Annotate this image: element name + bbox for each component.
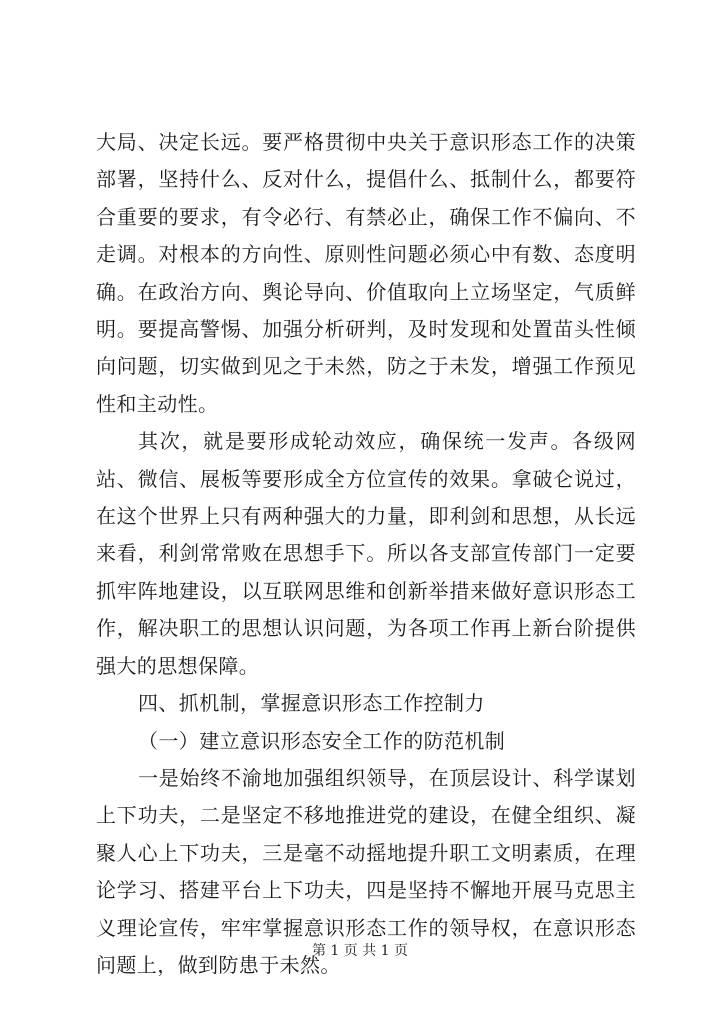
paragraph-second: 其次，就是要形成轮动效应，确保统一发声。各级网站、微信、展板等要形成全方位宣传的效果。拿破仑说过，在这个世界上只有两种强大的力量，即利剑和思想，从长远来看，利剑常常败在思想手下。所以各支部宣传部门一定要抓牢阵地建设，以互联网思维和创新举措来做好意识形态工作，解决职工的思想认识问题，为各项工作再上新台阶提供强大的思想保障。 [96, 429, 636, 678]
document-body [96, 124, 636, 984]
paragraph-continuation: 大局、决定长远。要严格贯彻中央关于意识形态工作的决策部署，坚持什么、反对什么，提倡什么、抵制什么，都要符合重要的要求，有令必行、有禁必止，确保工作不偏向、不走调。对根本的方向性、原则性问题必须心中有数、态度明确。在政治方向、舆论导向、价值取向上立场坚定，气质鲜明。要提高警惕、加强分析研判，及时发现和处置苗头性倾向问题，切实做到见之于未然，防之于未发，增强工作预见性和主动性。 [96, 130, 636, 416]
paragraph-measures: 一是始终不渝地加强组织领导，在顶层设计、科学谋划上下功夫，二是坚定不移地推进党的建设，在健全组织、凝聚人心上下功夫，三是毫不动摇地提升职工文明素质，在理论学习、搭建平台上下功夫，四是坚持不懈地开展马克思主义理论宣传，牢牢掌握意识形态工作的领导权，在意识形态问题上，做到防患于未然。 [96, 765, 636, 977]
page-footer: 第 1 页 共 1 页 [311, 943, 409, 959]
section-heading: 四、抓机制，掌握意识形态工作控制力 [138, 691, 485, 716]
subsection-heading: （一）建立意识形态安全工作的防范机制 [138, 728, 506, 753]
